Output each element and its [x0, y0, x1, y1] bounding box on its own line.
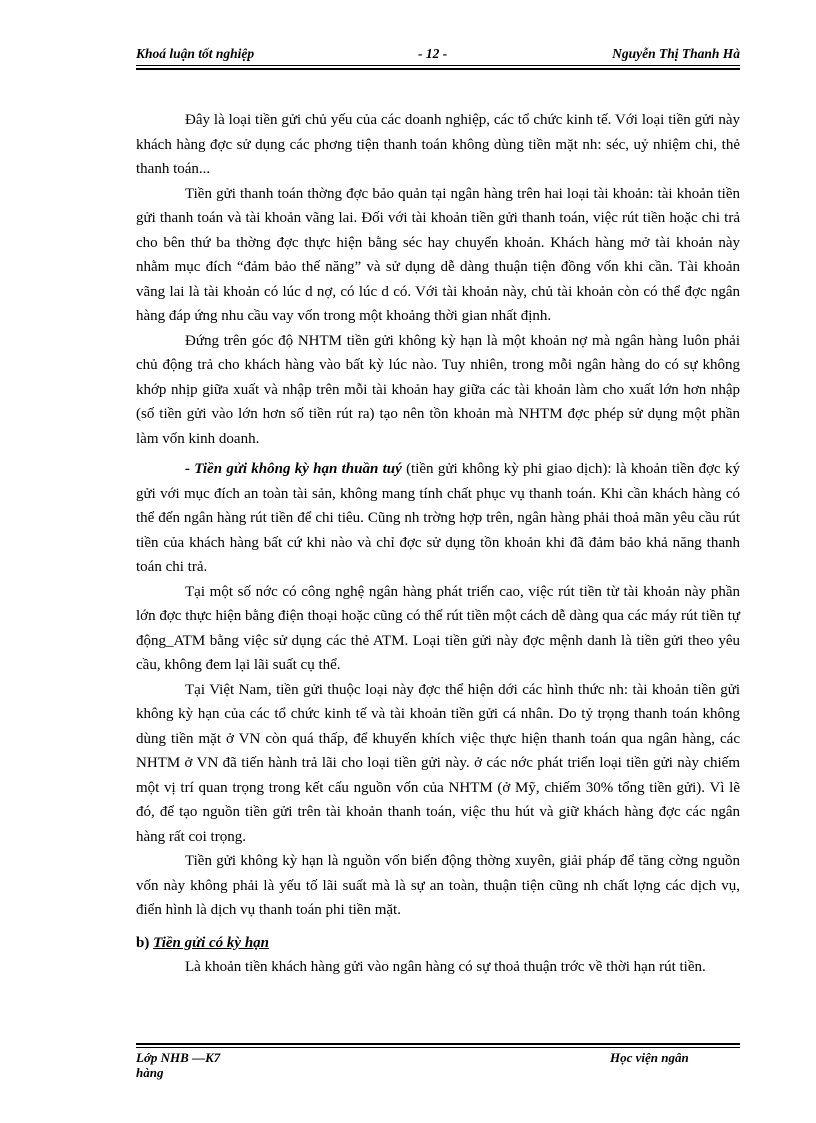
- section-heading: [136, 931, 740, 956]
- footer-class: Lớp NHB —K7 hàng: [136, 1050, 221, 1080]
- paragraph-5: Tại một số nớc có công nghệ ngân hàng phát triển cao, việc rút tiền từ tài khoản này phần lớn đợc thực hiện bằng điện thoại hoặc cũng có thể rút tiền một cách dễ dàng qua các máy rút tiền tự động_ATM bằng việc sử dụng các thẻ ATM. Loại tiền gửi này đợc mệnh danh là tiền gửi theo yêu cầu, không đem lại lãi suất cụ thể.: [136, 583, 740, 673]
- paragraph-1: Đây là loại tiền gửi chủ yếu của các doanh nghiệp, các tổ chức kinh tế. Với loại tiền gửi này khách hàng đợc sử dụng các phơng tiện thanh toán không dùng tiền mặt nh: séc, uỷ nhiệm chi, thẻ thanh toán...: [136, 112, 740, 177]
- paragraph-2: Tiền gửi thanh toán thờng đợc bảo quản tại ngân hàng trên hai loại tài khoản: tài khoản tiền gửi thanh toán và tài khoản vãng lai. Đối với tài khoản tiền gửi thanh toán, việc rút tiền hoặc chi trả cho bên thứ ba thờng đợc thực hiện bằng séc hay chuyển khoản. Khách hàng mở tài khoản này nhằm mục đích “đảm bảo thế năng” và sử dụng dễ dàng thuận tiện đồng vốn khi cần. Tài khoản vãng lai là tài khoản có lúc d nợ, có lúc d có. Với tài khoản này, chủ tài khoản còn có thể đợc ngân hàng đáp ứng nhu cầu vay vốn trong một khoảng thời gian nhất định.: [136, 185, 740, 324]
- document-body: [136, 108, 740, 980]
- term-non-term-deposit: - Tiền gửi không kỳ hạn thuần tuý: [185, 461, 402, 477]
- section-heading-prefix: b): [136, 934, 154, 951]
- paragraph-6: Tại Việt Nam, tiền gửi thuộc loại này đợc thể hiện dới các hình thức nh: tài khoản tiền gửi không kỳ hạn của các tổ chức kinh tế và tài khoản tiền gửi cá nhân. Do tỷ trọng thanh toán không dùng tiền mặt ở VN còn quá thấp, để khuyến khích việc thực hiện thanh toán qua ngân hàng, các NHTM ở VN đã tiến hành trả lãi cho loại tiền gửi này. ở các nớc phát triển loại tiền gửi này chiếm một vị trí quan trọng trong kết cấu nguồn vốn của NHTM (ở Mỹ, chiếm 30% tổng tiền gửi). Vì lẽ đó, để tạo nguồn tiền gửi trên tài khoản thanh toán, việc thu hút và giữ khách hàng đợc các ngân hàng rất coi trọng.: [136, 681, 740, 845]
- paragraph-7: Tiền gửi không kỳ hạn là nguồn vốn biến động thờng xuyên, giải pháp để tăng cờng nguồn vốn này không phải là yếu tố lãi suất mà là sự an toàn, thuận tiện cũng nh chất lợng các dịch vụ, điển hình là dịch vụ thanh toán phi tiền mặt.: [136, 853, 740, 918]
- header-page-number: - 12 -: [418, 46, 448, 61]
- header-thesis-title: Khoá luận tốt nghiệp: [136, 46, 255, 61]
- footer-institution: Học viện ngân: [610, 1050, 689, 1065]
- header-author: Nguyễn Thị Thanh Hà: [612, 46, 740, 61]
- header-rule-thick: [136, 68, 740, 70]
- paragraph-8: Là khoản tiền khách hàng gửi vào ngân hàng có sự thoả thuận trớc về thời hạn rút tiền.: [185, 959, 706, 975]
- page-header: [136, 46, 740, 64]
- paragraph-4-text: (tiền gửi không kỳ phi giao dịch): là khoản tiền đợc ký gửi với mục đích an toàn tài sản, không mang tính chất phục vụ thanh toán. Khi cần khách hàng có thể đến ngân hàng rút tiền để chi tiêu. Cũng nh trờng hợp trên, ngân hàng phải thoả mãn yêu cầu rút tiền của khách hàng bất cứ khi nào và chỉ đợc sử dụng tồn khoản khi đã đảm bảo khả năng thanh toán chi trả.: [136, 461, 740, 575]
- paragraph-4: [136, 457, 740, 580]
- footer-rule-thick: [136, 1043, 740, 1045]
- section-heading-text: Tiền gửi có kỳ hạn: [153, 934, 270, 951]
- paragraph-3: Đứng trên góc độ NHTM tiền gửi không kỳ hạn là một khoản nợ mà ngân hàng luôn phải chủ động trả cho khách hàng vào bất kỳ lúc nào. Tuy nhiên, trong mỗi ngân hàng do có sự không khớp nhịp giữa xuất và nhập trên mỗi tài khoản hay giữa các tài khoản làm cho xuất lớn hơn nhập (số tiền gửi vào lớn hơn số tiền rút ra) tạo nên tồn khoản mà NHTM đợc phép sử dụng một phần làm vốn kinh doanh.: [136, 332, 740, 447]
- footer-rule-thin: [136, 1047, 740, 1048]
- header-rule-thin: [136, 65, 740, 66]
